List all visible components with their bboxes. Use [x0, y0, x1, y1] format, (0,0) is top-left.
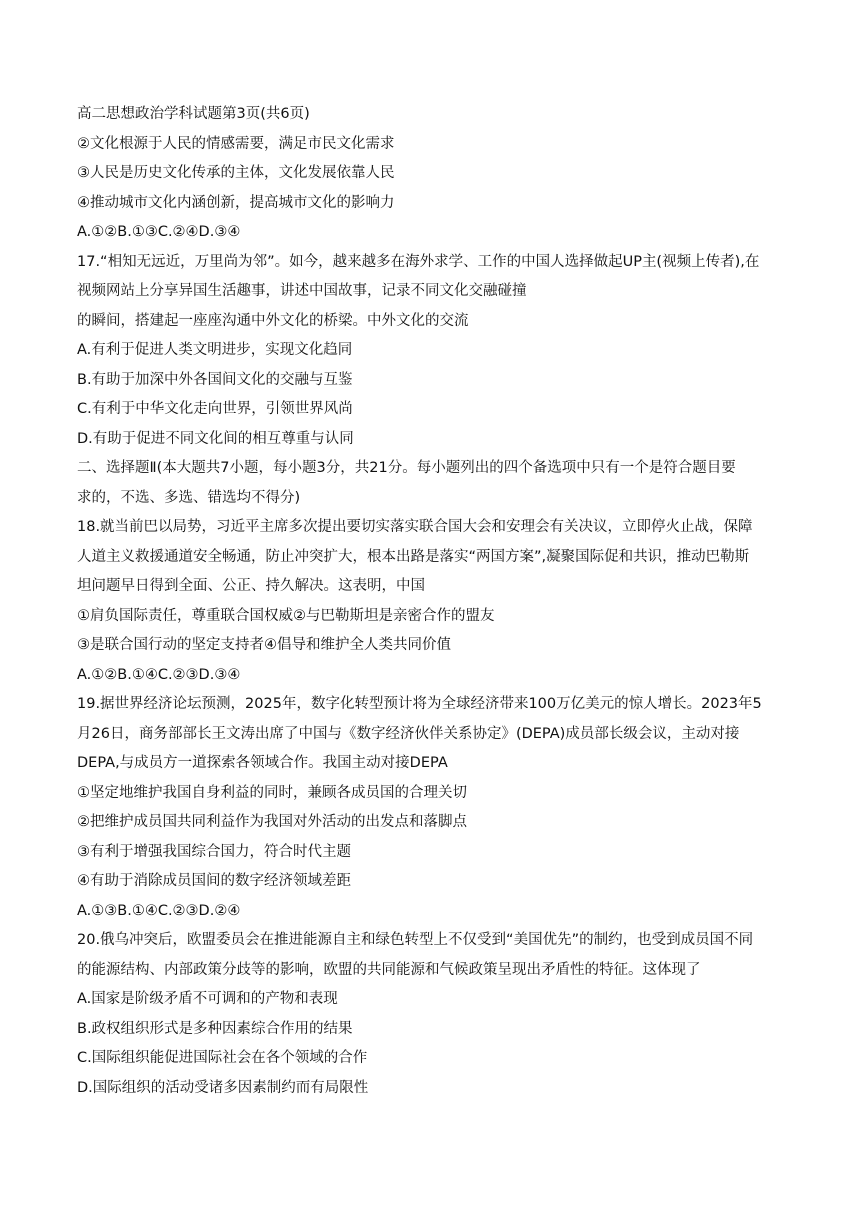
option-b: B.政权组织形式是多种因素综合作用的结果 — [77, 1020, 353, 1037]
question-stem-line: DEPA,与成员方一道探索各领域合作。我国主动对接DEPA — [77, 755, 448, 771]
page-header: 高二思想政治学科试题第3页(共6页) — [77, 106, 310, 122]
option-4: ④推动城市文化内涵创新，提高城市文化的影响力 — [77, 194, 395, 211]
question-stem-line: 20.俄乌冲突后，欧盟委员会在推进能源自主和绿色转型上不仅受到“美国优先”的制约，也受到成员国不同 — [77, 932, 754, 948]
answer-choices: A.①②B.①③C.②④D.③④ — [77, 224, 241, 240]
question-stem-line: 的能源结构、内部政策分歧等的影响，欧盟的共同能源和气候政策呈现出矛盾性的特征。这体现了 — [77, 961, 701, 978]
option-c: C.有利于中华文化走向世界，引领世界风尚 — [77, 401, 353, 417]
section-2-heading — [77, 454, 787, 513]
question-stem-line: 18.就当前巴以局势，习近平主席多次提出要切实落实联合国大会和安理会有关决议，立即停火止战，保障 — [77, 519, 753, 535]
page-content — [77, 100, 787, 1103]
question-stem-line: 月26日，商务部部长王文涛出席了中国与《数字经济伙伴关系协定》(DEPA)成员部长级会议，主动对接 — [77, 725, 740, 742]
section-heading-line: 二、选择题Ⅱ(本大题共7小题，每小题3分，共21分。每小题列出的四个备选项中只有一个是符合题目要 — [77, 460, 736, 476]
option-a: A.有利于促进人类文明进步，实现文化趋同 — [77, 342, 353, 358]
question-20 — [77, 926, 787, 1103]
statement-3: ③有利于增强我国综合国力，符合时代主题 — [77, 843, 351, 860]
option-d: D.国际组织的活动受诸多因素制约而有局限性 — [77, 1079, 369, 1096]
statement-options: ③是联合国行动的坚定支持者④倡导和维护全人类共同价值 — [77, 637, 451, 653]
statement-4: ④有助于消除成员国间的数字经济领域差距 — [77, 873, 351, 889]
question-stem-line: 坦问题早日得到全面、公正、持久解决。这表明，中国 — [77, 578, 425, 594]
question-17 — [77, 248, 787, 455]
statement-1: ①坚定地维护我国自身利益的同时，兼顾各成员国的合理关切 — [77, 784, 467, 801]
option-a: A.国家是阶级矛盾不可调和的产物和表现 — [77, 991, 338, 1007]
option-d: D.有助于促进不同文化间的相互尊重与认同 — [77, 430, 354, 447]
question-18 — [77, 513, 787, 690]
statement-2: ②把维护成员国共同利益作为我国对外活动的出发点和落脚点 — [77, 814, 467, 830]
option-3: ③人民是历史文化传承的主体，文化发展依靠人民 — [77, 165, 395, 181]
question-stem-line: 的瞬间，搭建起一座座沟通中外文化的桥梁。中外文化的交流 — [77, 312, 469, 329]
question-stem-line: 19.据世界经济论坛预测，2025年，数字化转型预计将为全球经济带来100万亿美元的惊人增长。2023年5 — [77, 696, 762, 712]
question-16-continued — [77, 130, 787, 248]
option-2: ②文化根源于人民的情感需要，满足市民文化需求 — [77, 135, 395, 152]
option-b: B.有助于加深中外各国间文化的交融与互鉴 — [77, 371, 353, 388]
option-c: C.国际组织能促进国际社会在各个领域的合作 — [77, 1050, 368, 1066]
answer-choices: A.①②B.①④C.②③D.③④ — [77, 666, 241, 683]
statement-options: ①肩负国际责任，尊重联合国权威②与巴勒斯坦是亲密合作的盟友 — [77, 607, 495, 624]
question-stem-line: 人道主义救援通道安全畅通，防止冲突扩大，根本出路是落实“两国方案”,凝聚国际促和共识，推动巴勒斯 — [77, 548, 750, 565]
question-stem-line: 17.“相知无远近，万里尚为邻”。如今，越来越多在海外求学、工作的中国人选择做起UP主(视频上传者),在 — [77, 253, 760, 270]
question-19 — [77, 690, 787, 926]
section-heading-line: 求的，不选、多选、错选均不得分) — [77, 489, 301, 506]
question-stem-line: 视频网站上分享异国生活趣事，讲述中国故事，记录不同文化交融碰撞 — [77, 283, 527, 299]
answer-choices: A.①③B.①④C.②③D.②④ — [77, 902, 241, 919]
